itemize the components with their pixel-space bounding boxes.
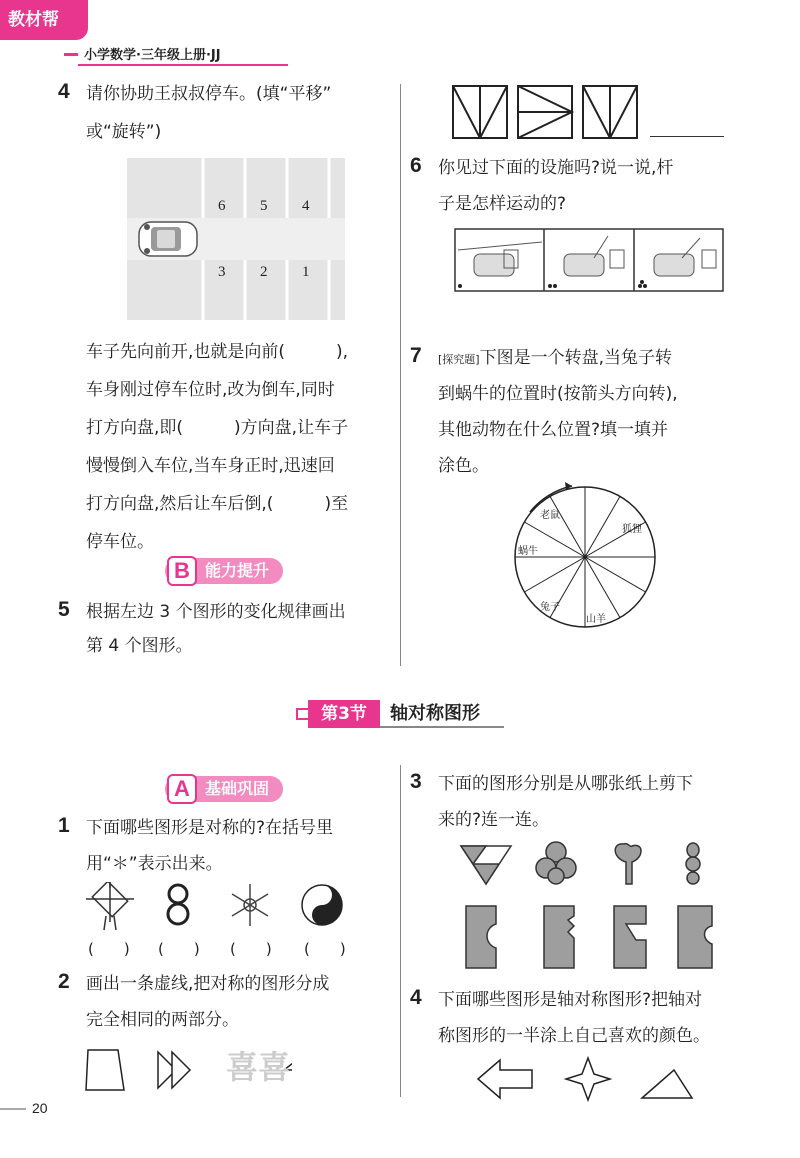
question-text: 涂色。 [438,456,489,476]
question-text: 子是怎样运动的? [438,194,567,214]
question-number: 1 [58,814,70,837]
badge-letter: B [167,556,197,586]
question-text: 其他动物在什么位置?填一填并 [438,420,669,440]
question-tag: [探究题] [438,353,480,366]
trapezoid-icon [86,1050,124,1090]
page-number: 20 [32,1100,48,1116]
car-icon [137,218,199,260]
slot-label: 4 [302,198,310,214]
answer-line: 车子先向前开,也就是向前( ), [86,342,349,362]
barrier-gate-illustration [454,228,724,292]
header-subtitle: 小学数学·三年级上册·JJ [78,44,288,66]
symmetry-figures [80,882,370,932]
axis-symmetry-shapes [474,1056,714,1102]
header-tag: 教材帮 [0,0,88,40]
question-number: 4 [58,80,70,103]
column-divider-top [400,84,401,666]
answer-line: 停车位。 [86,532,154,552]
section-badge-a [165,776,283,802]
badge-letter: A [167,774,197,804]
answer-paren[interactable]: ( ) [158,940,200,958]
parking-diagram [127,158,345,320]
answer-line: 打方向盘,然后让车后倒,( )至 [86,494,349,514]
slot-label: 2 [260,264,268,280]
answer-line: 打方向盘,即( )方向盘,让车子 [86,418,349,438]
section-title: 轴对称图形 [380,700,504,728]
question-number: 5 [58,598,70,621]
question-text: 来的?连一连。 [438,810,550,830]
answer-blank[interactable] [650,136,724,137]
slot-label: 6 [218,198,226,214]
animal-label-goat: 山羊 [586,614,606,625]
question-number: 3 [410,770,422,793]
question-text: 你见过下面的设施吗?说一说,杆 [438,158,674,178]
snowflake-icon [232,884,268,926]
section-badge-b [165,558,283,584]
answer-paren[interactable]: ( ) [304,940,346,958]
section-tag: 第3节 [308,700,380,728]
question-text: 完全相同的两部分。 [86,1010,239,1030]
question-text: 下面哪些图形是轴对称图形?把轴对 [438,990,703,1010]
question-text: 下面的图形分别是从哪张纸上剪下 [438,774,693,794]
question-text: 根据左边 3 个图形的变化规律画出 [86,602,346,622]
yin-yang-icon [302,885,342,925]
left-arrow-icon [478,1060,532,1098]
question-text: 用“＊”表示出来。 [86,854,223,874]
animal-label-snail: 蜗牛 [518,546,538,557]
animal-label-fox: 狐狸 [622,524,642,535]
double-happiness-icon: 喜喜 [226,1048,291,1086]
question-text: 画出一条虚线,把对称的图形分成 [86,974,330,994]
question-text: 第 4 个图形。 [86,636,193,656]
double-arrow-icon [158,1052,190,1088]
slot-label: 3 [218,264,226,280]
slot-label: 5 [260,198,268,214]
question-number: 4 [410,986,422,1009]
question-text: 下面哪些图形是对称的?在括号里 [86,818,334,838]
question-text-part: 下图是一个转盘,当兔子转 [479,348,672,368]
question-number: 2 [58,970,70,993]
question-text [438,340,748,378]
page-number-rule [0,1108,26,1110]
badge-label: 能力提升 [205,561,270,580]
column-divider-bottom [400,765,401,1097]
section-title-bracket [296,708,308,720]
triangle-icon [642,1070,692,1098]
slot-label: 1 [302,264,310,280]
animal-label-mouse: 老鼠 [540,510,560,521]
answer-line: 慢慢倒入车位,当车身正时,迅速回 [86,456,335,476]
answer-line: 车身刚过停车位时,改为倒车,同时 [86,380,335,400]
figure-eight-icon [168,885,188,924]
animal-label-rabbit: 兔子 [540,602,560,613]
pattern-figures [452,84,652,140]
four-point-star-icon [566,1058,610,1100]
chinese-knot-icon [86,882,134,930]
answer-paren[interactable]: ( ) [230,940,272,958]
question-text: 或“旋转”) [86,122,162,142]
turntable-wheel [510,482,660,632]
question-number: 7 [410,344,422,367]
question-number: 6 [410,154,422,177]
question-text: 到蜗牛的位置时(按箭头方向转), [438,384,678,404]
answer-paren[interactable]: ( ) [88,940,130,958]
badge-label: 基础巩固 [205,779,270,798]
cutout-figures [456,840,726,970]
question-text: 请你协助王叔叔停车。(填“平移” [86,84,332,104]
question-text: 称图形的一半涂上自己喜欢的颜色。 [438,1026,710,1046]
